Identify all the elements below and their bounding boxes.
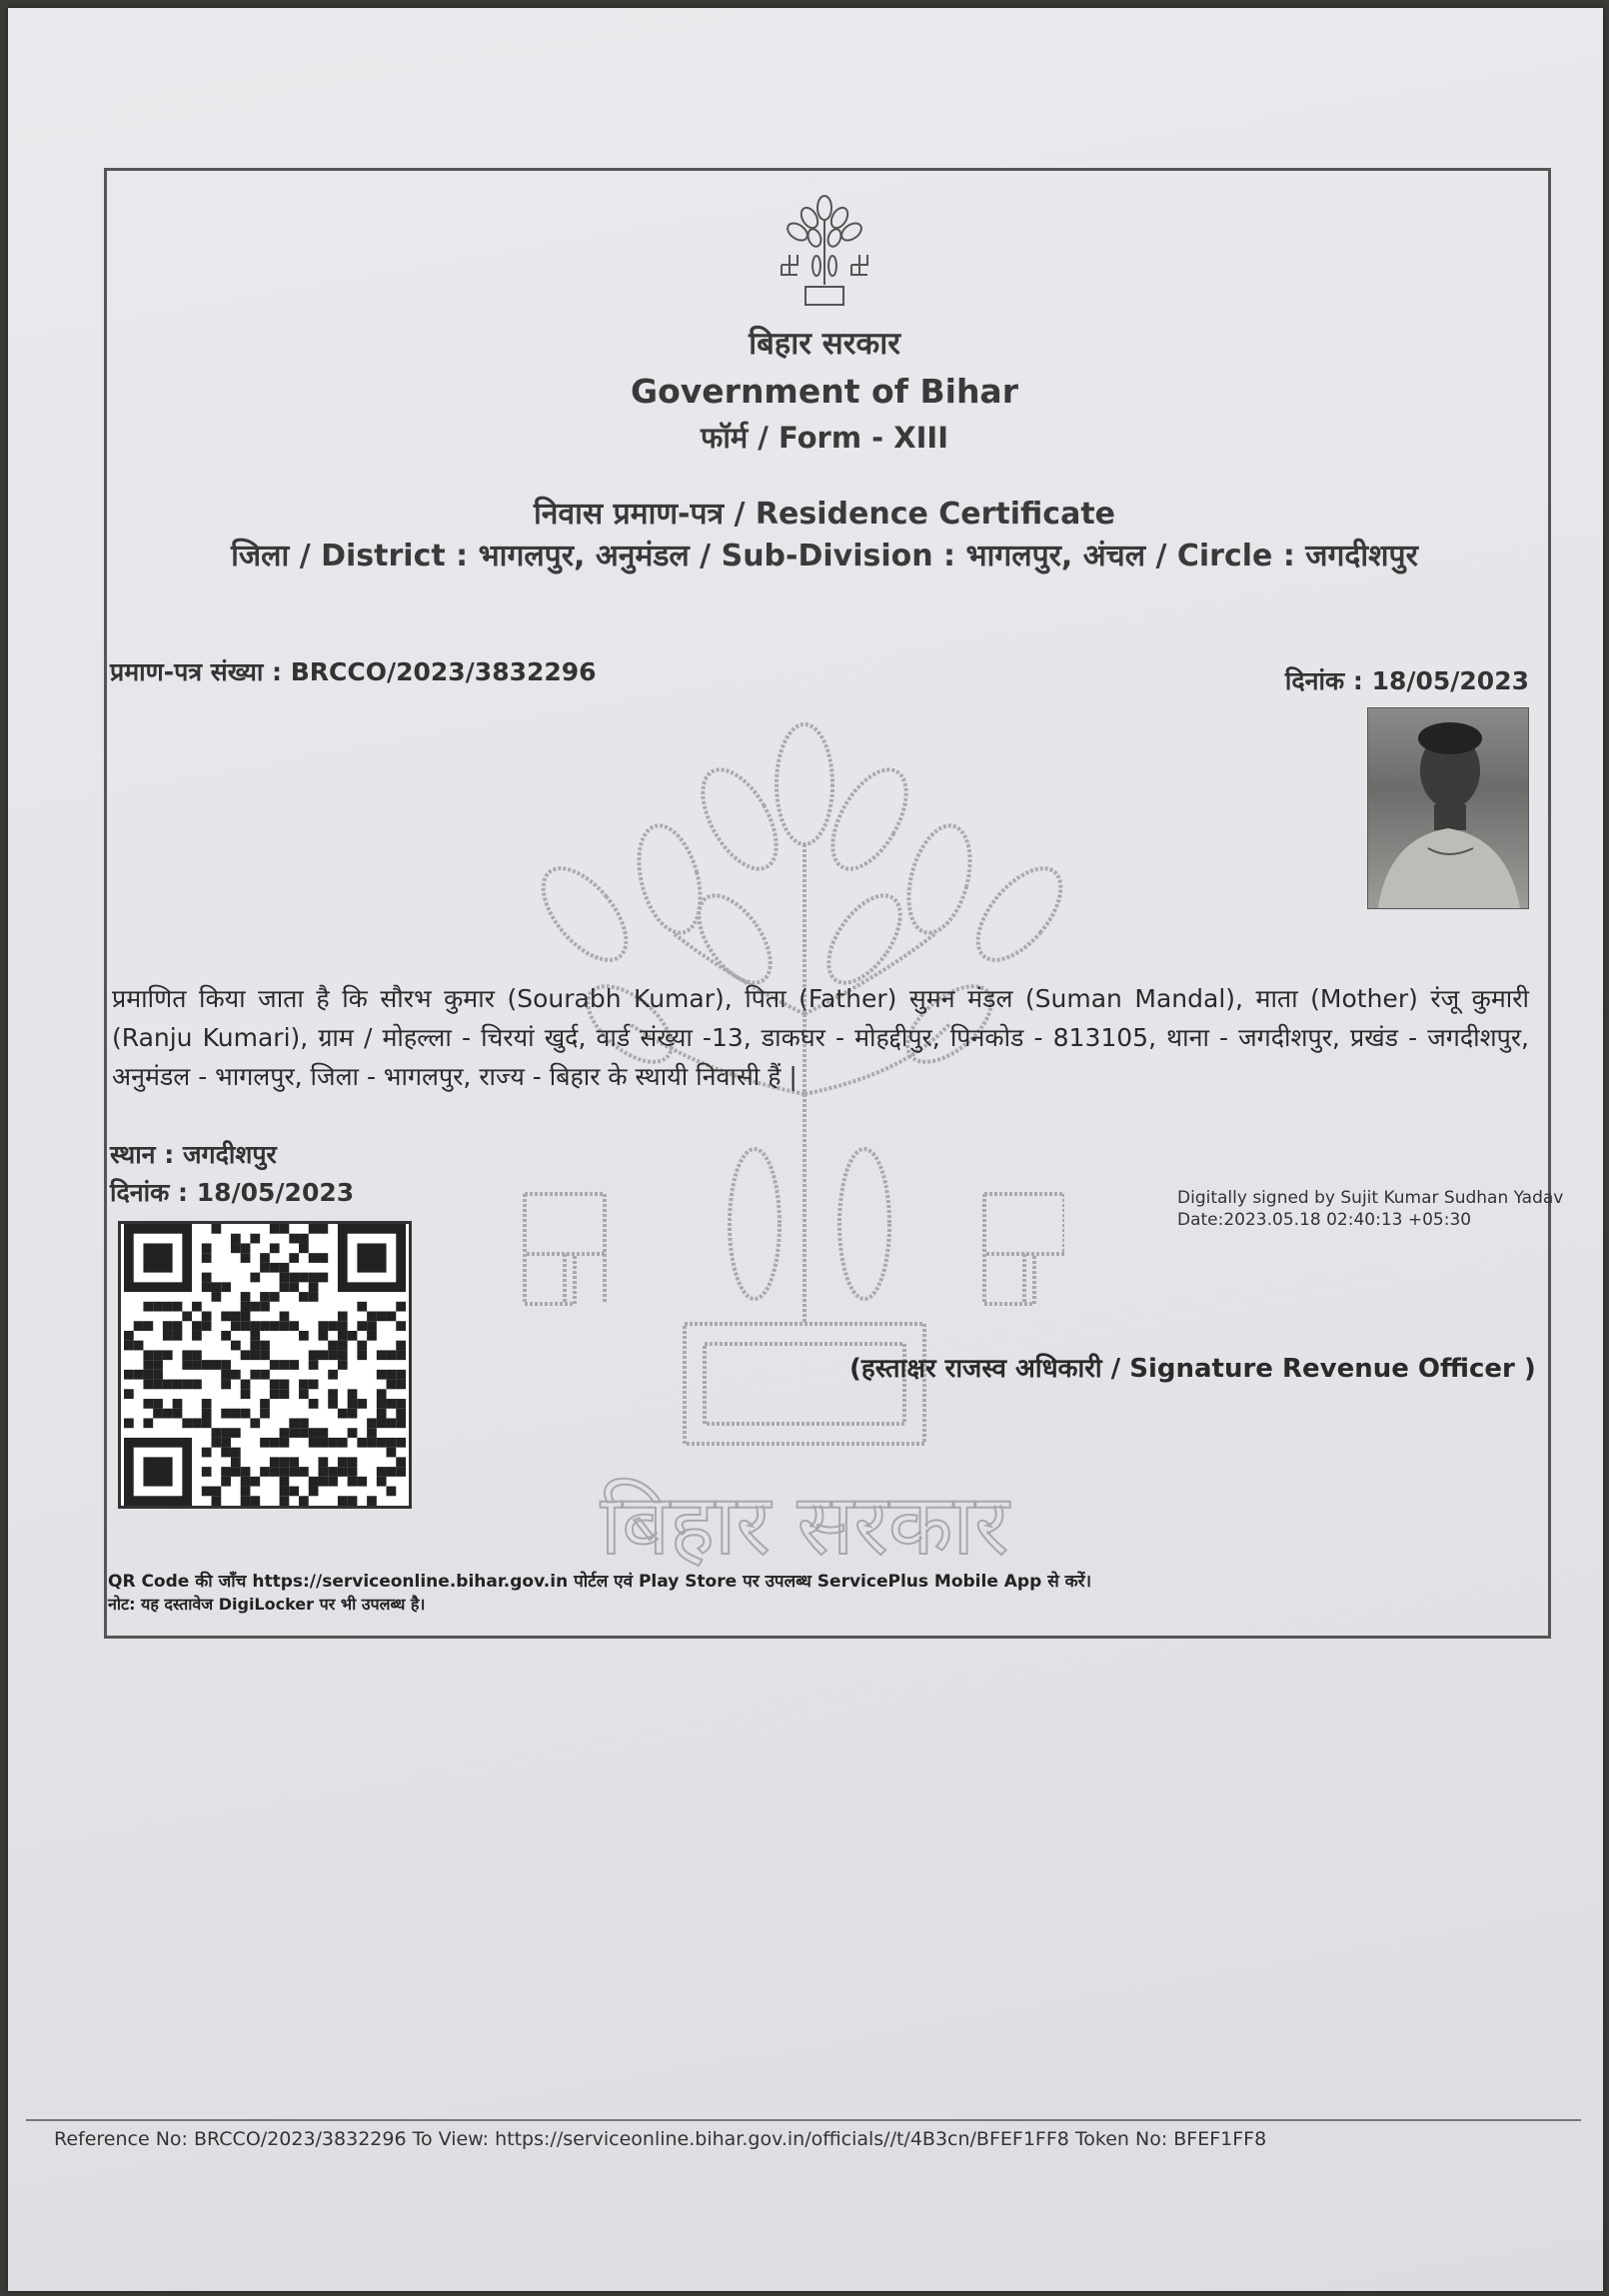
bihar-emblem-icon [770, 190, 879, 315]
gov-english-title: Government of Bihar [631, 372, 1018, 411]
issue-date: दिनांक : 18/05/2023 [1284, 666, 1529, 695]
footer-divider [26, 2119, 1581, 2121]
qr-verification-note: QR Code की जाँच https://serviceonline.bihar.gov.in पोर्टल एवं Play Store पर उपलब्ध ServicePlus Mobile App से करें। [108, 1572, 1092, 1592]
form-number: फॉर्म / Form - XIII [700, 421, 949, 455]
certificate-title: निवास प्रमाण-पत्र / Residence Certificate [533, 497, 1116, 532]
place-label: स्थान : जगदीशपुर [110, 1140, 277, 1169]
digital-signature [1177, 1187, 1563, 1231]
digital-signature-signer: Digitally signed by Sujit Kumar Sudhan Yadav [1177, 1188, 1564, 1208]
reference-footer: Reference No: BRCCO/2023/3832296 To View: https://serviceonline.bihar.gov.in/officials//t/4B3cn/BFEF1FF8 Token No: BFEF1FF8 [54, 2128, 1267, 2150]
certificate-number: प्रमाण-पत्र संख्या : BRCCO/2023/3832296 [110, 657, 597, 686]
digital-signature-date: Date:2023.05.18 02:40:13 +05:30 [1177, 1210, 1472, 1230]
applicant-photo [1367, 707, 1529, 909]
svg-text:बिहार सरकार: बिहार सरकार [600, 1476, 1009, 1574]
location-line: जिला / District : भागलपुर, अनुमंडल / Sub-Division : भागलपुर, अंचल / Circle : जगदीशपुर [231, 539, 1418, 574]
certificate-body: प्रमाणित किया जाता है कि सौरभ कुमार (Sourabh Kumar), पिता (Father) सुमन मंडल (Suman Mandal), माता (Mother) रंजू कुमारी (Ranju Kumari), ग्राम / मोहल्ला - चिरयां खुर्द, वार्ड संख्या -13, डाकघर - मोहद्दीपुर, पिनकोड - 813105, थाना - जगदीशपुर, प्रखंड - जगदीशपुर, अनुमंडल - भागलपुर, जिला - भागलपुर, राज्य - बिहार के स्थायी निवासी हैं | [112, 984, 1529, 1091]
gov-hindi-title: बिहार सरकार [749, 326, 900, 362]
signature-label: (हस्ताक्षर राजस्व अधिकारी / Signature Revenue Officer ) [849, 1354, 1536, 1384]
watermark-emblem-icon [505, 714, 1064, 1584]
qr-code [118, 1221, 412, 1509]
signing-date: दिनांक : 18/05/2023 [110, 1178, 355, 1207]
digilocker-note: नोट: यह दस्तावेज DigiLocker पर भी उपलब्ध है। [108, 1595, 426, 1614]
